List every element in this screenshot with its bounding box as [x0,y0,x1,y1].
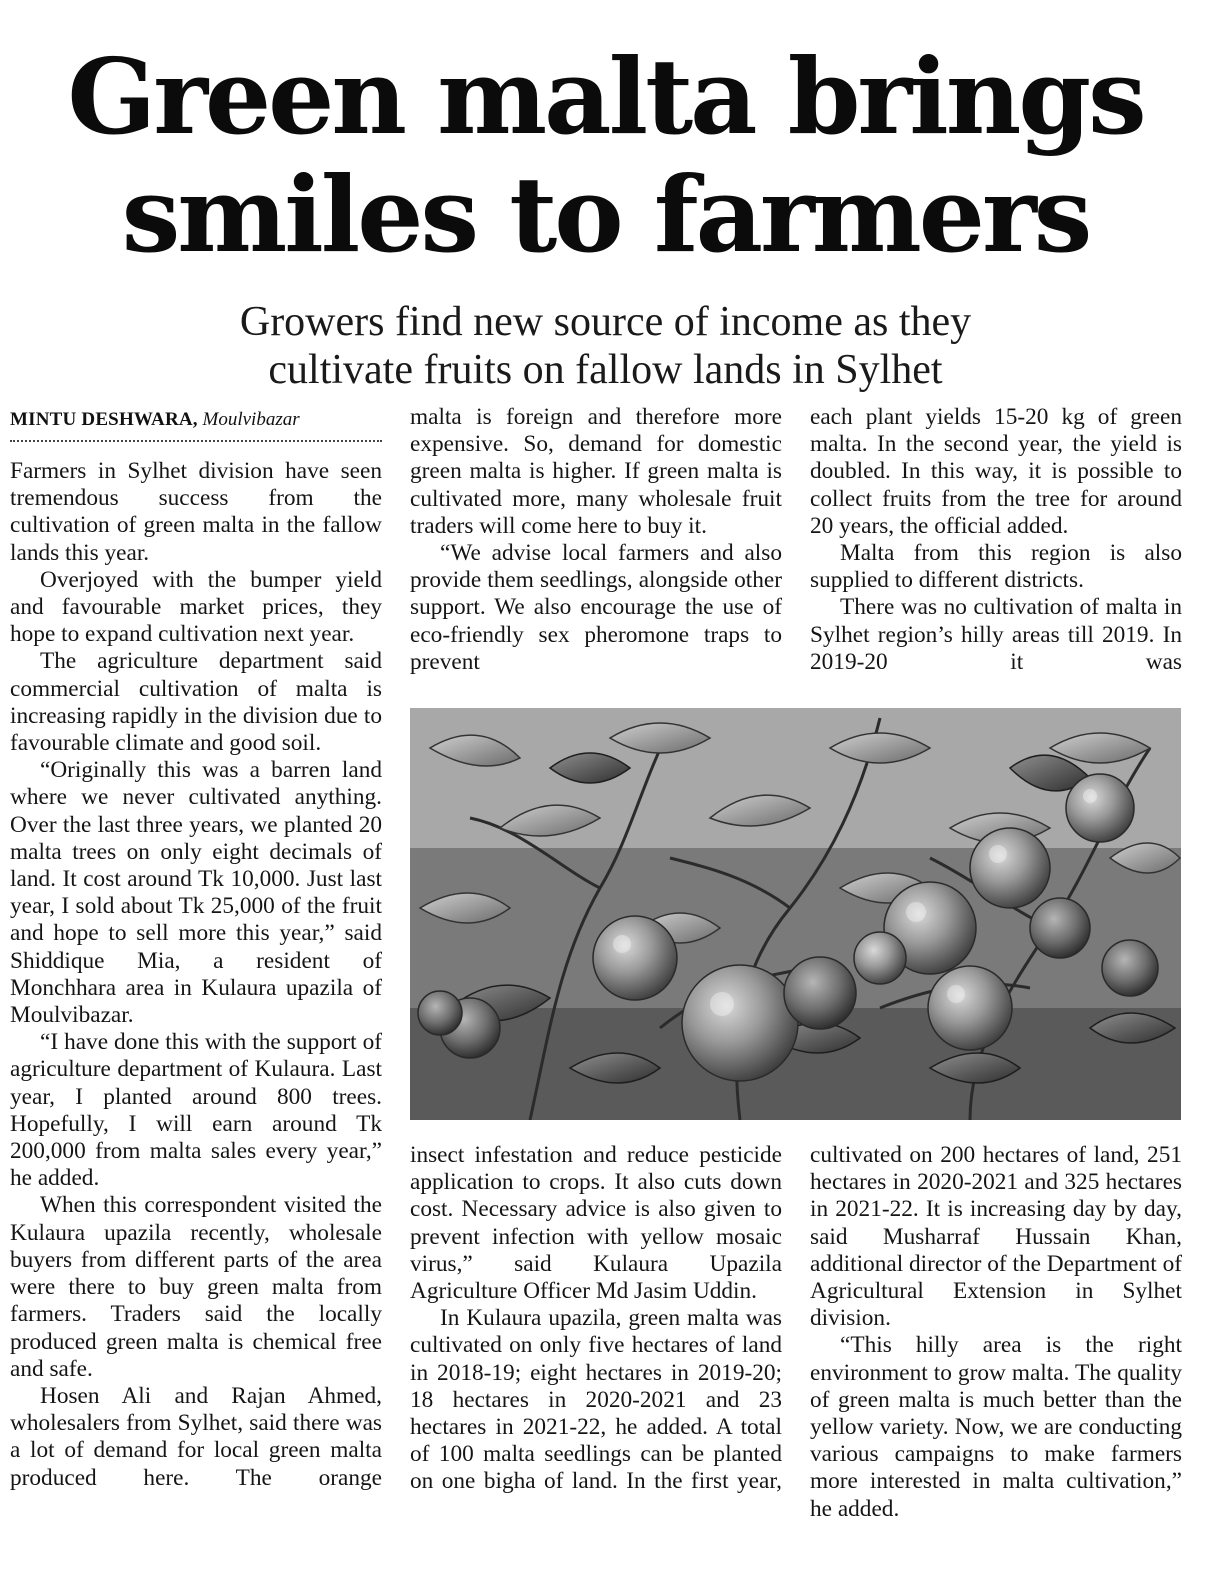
paragraph: “I have done this with the support of agriculture department of Kulaura. Last year, I planted around 800 trees. Hopefully, I will earn around Tk 200,000 from malta sales every year,” he added. [10,1029,382,1192]
headline-line-2: smiles to farmers [121,153,1090,276]
paragraph: The agriculture department said commercial cultivation of malta is increasing rapidly in the division due to favourable climate and good soil. [10,648,382,757]
subheadline-line-1: Growers find new source of income as they [239,299,972,345]
byline-location: Moulvibazar [202,409,300,430]
paragraph: cultivated on 200 hectares of land, 251 hectares in 2020-2021 and 325 hectares in 2021-22. It is increasing day by day, said Musharraf Hussain Khan, additional director of the Department of Agricultural Extension in Sylhet division. [810,1142,1182,1332]
subheadline [0,298,1211,394]
article-column-3-bottom [810,1142,1182,1523]
headline [0,35,1211,276]
article-column-1 [10,458,382,1492]
paragraph: Hosen Ali and Rajan Ahmed, wholesalers from Sylhet, said there was a lot of demand for local green malta produced here. The orange [10,1382,382,1491]
malta-fruit-tree-photo [410,708,1181,1120]
paragraph: Overjoyed with the bumper yield and favourable market prices, they hope to expand cultivation next year. [10,566,382,648]
byline [10,408,382,442]
paragraph: “We advise local farmers and also provide them seedlings, alongside other support. We also encourage the use of eco-friendly sex pheromone traps to prevent [410,540,782,675]
photo-illustration [410,708,1181,1120]
byline-author: MINTU DESHWARA, [10,409,198,430]
paragraph: each plant yields 15-20 kg of green malta. In the second year, the yield is doubled. In this way, it is possible to collect fruits from the tree for around 20 years, the official added. [810,404,1182,539]
paragraph: malta is foreign and therefore more expensive. So, demand for domestic green malta is higher. If green malta is cultivated more, many wholesale fruit traders will come here to buy it. [410,404,782,539]
article-column-2-bottom [410,1142,782,1496]
subheadline-line-2: cultivate fruits on fallow lands in Sylhet [268,347,943,393]
article-column-3-top [810,404,1182,676]
article-column-2-top [410,404,782,676]
paragraph: When this correspondent visited the Kulaura upazila recently, wholesale buyers from different parts of the area were there to buy green malta from farmers. Traders said the locally produced green malta is chemical free and safe. [10,1192,382,1382]
paragraph: Malta from this region is also supplied to different districts. [810,540,1182,594]
paragraph: “Originally this was a barren land where we never cultivated anything. Over the last three years, we planted 20 malta trees on only eight decimals of land. It cost around Tk 10,000. Just last year, I sold about Tk 25,000 of the fruit and hope to sell more this year,” said Shiddique Mia, a resident of Monchhara area in Kulaura upazila of Moulvibazar. [10,757,382,1029]
paragraph: insect infestation and reduce pesticide application to crops. It also cuts down cost. Necessary advice is also given to prevent infection with yellow mosaic virus,” said Kulaura Upazila Agriculture Officer Md Jasim Uddin. [410,1142,782,1305]
paragraph: In Kulaura upazila, green malta was cultivated on only five hectares of land in 2018-19; eight hectares in 2019-20; 18 hectares in 2020-2021 and 23 hectares in 2021-22, he added. A total of 100 malta seedlings can be planted on one bigha of land. In the first year, [410,1305,782,1495]
paragraph: “This hilly area is the right environment to grow malta. The quality of green malta is much better than the yellow variety. Now, we are conducting various campaigns to make farmers more interested in malta cultivation,” he added. [810,1332,1182,1522]
paragraph: There was no cultivation of malta in Sylhet region’s hilly areas till 2019. In 2019-20 it was [810,594,1182,675]
headline-line-1: Green malta brings [67,35,1144,158]
paragraph: Farmers in Sylhet division have seen tremendous success from the cultivation of green malta in the fallow lands this year. [10,458,382,566]
